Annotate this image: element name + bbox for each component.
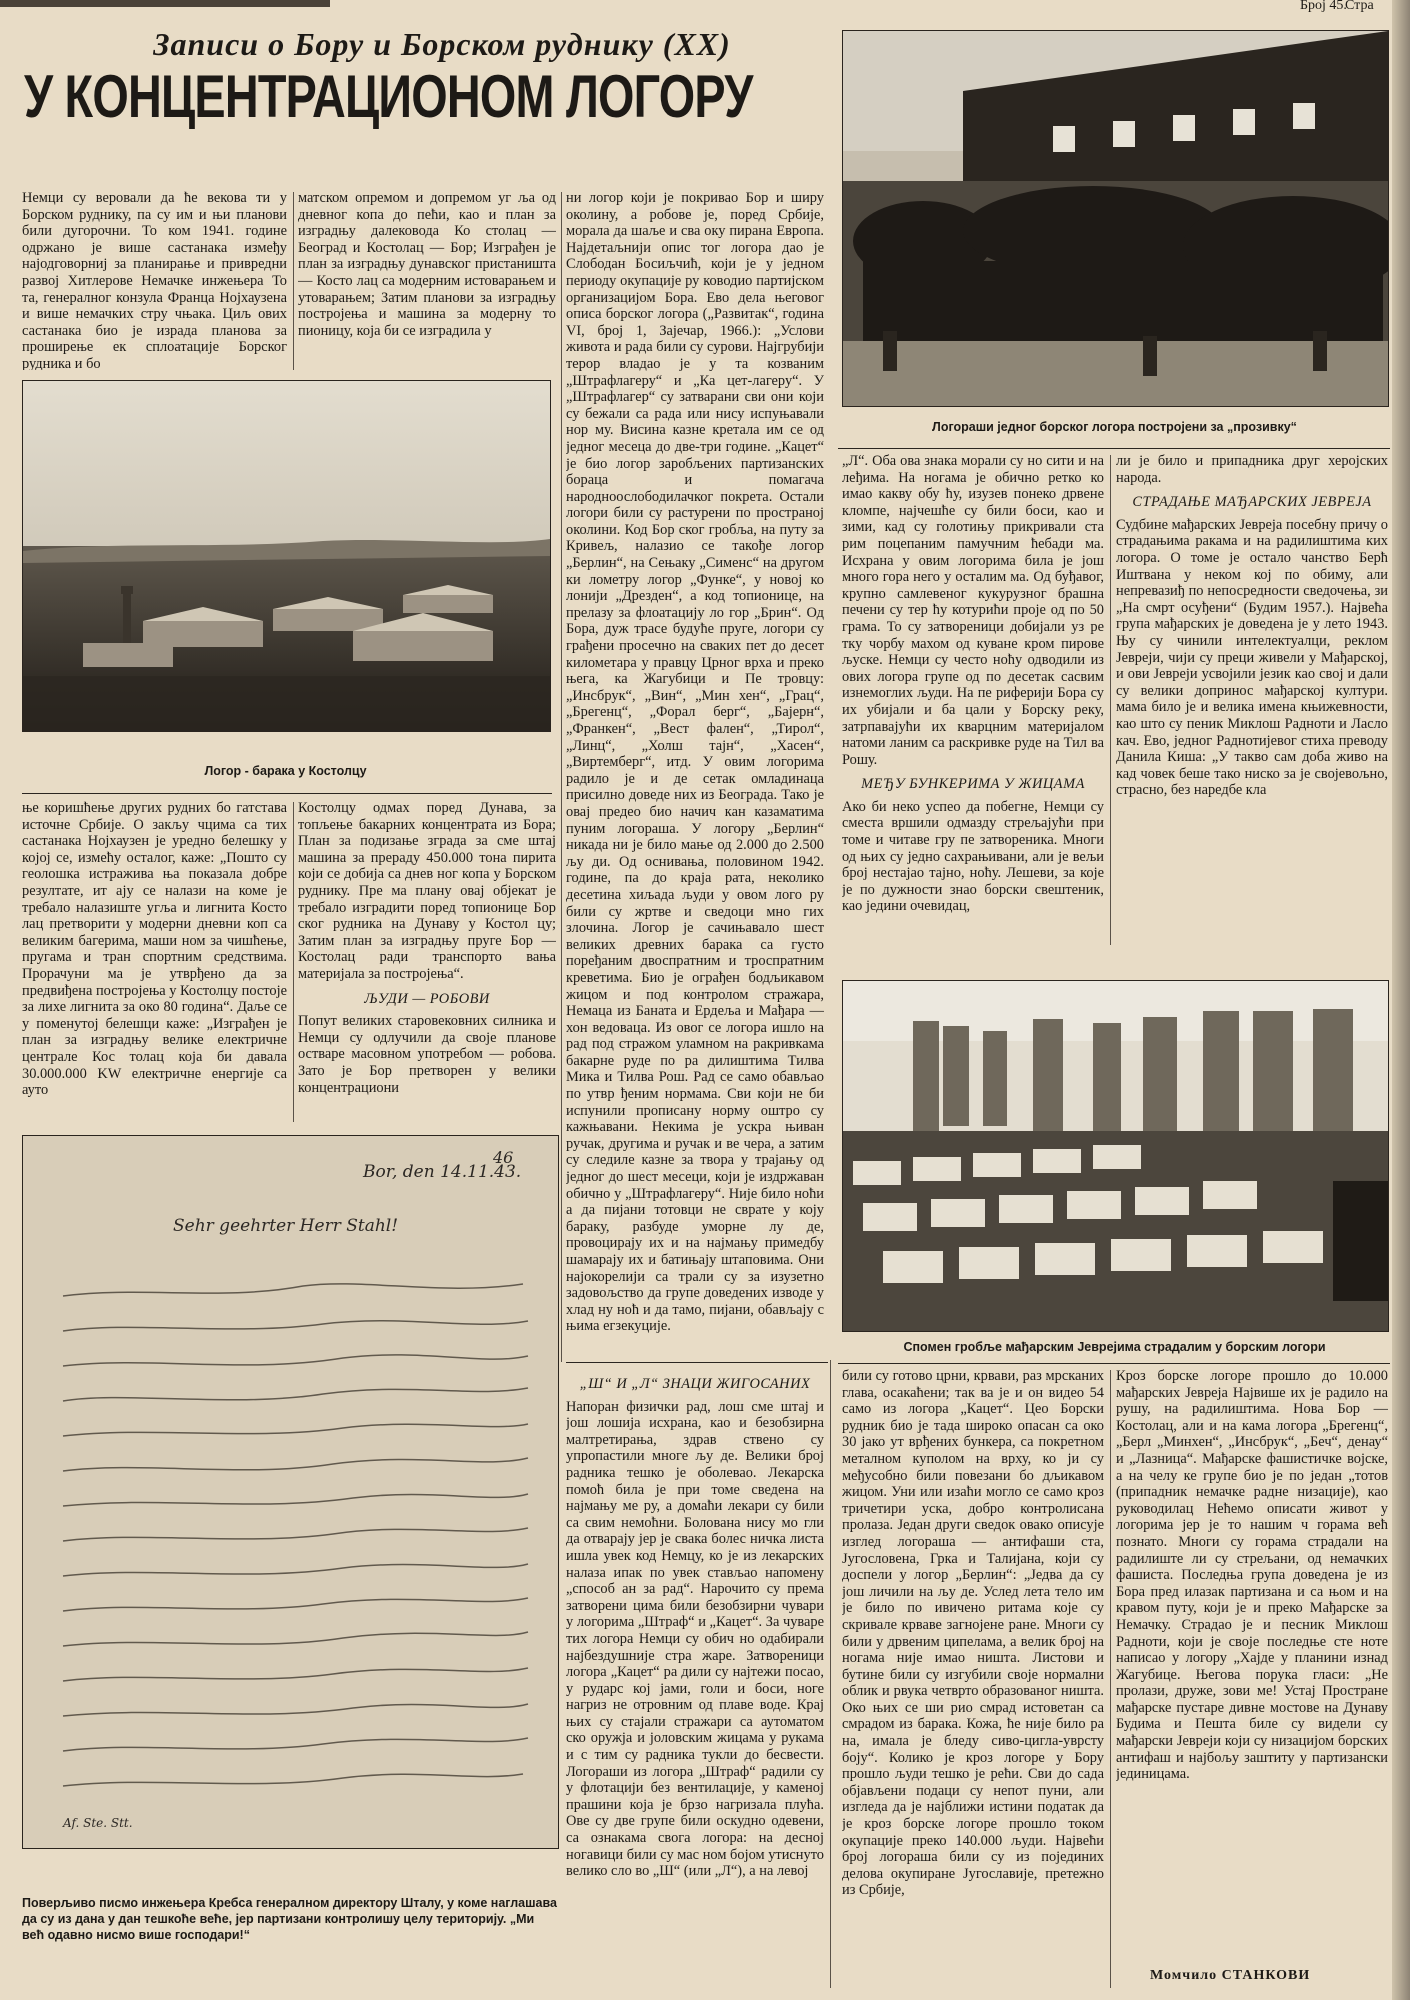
column-3-main: ни логор који је покривао Бор и ширу околину, а робове је, поред Србије, морала да шаље и сва оку пирана Европа. Најдетаљнији опис тог логора дао је Слободан Босиљчић, који је у једном периоду окупације ру ководио партијском организацијом Бора. Ево дела његовог описа борског логора („Развитак“, година VI, број 1, Зајечар, 1966.): „Услови живота и рада били су сурови. Најгрубији терор владао је у та козваним „Штрафлагеру“ и „Ка цет-лагеру“. У „Штрафлагер“ су затварани сви они који су бежали са рада или нису испуњавали нор му. Висина казне кретала им се од једног месеца до две-три године. „Кацет“ је био логор заробљених партизанских бораца и помагача народноослободилачког покрета. Остали логори били су растурени по пространој околини. Код Бор ског гробља, на путу за Кривељ, налазио се такође логор „Берлин“, на Сењаку „Сименс“ на другом ки лометру логор „Функе“, у новој ко лонији „Дрезден“, а код топионице, на прелазу за флоатацију ло гор „Брин“. Од Бора, дуж трасе будуће пруге, логори су грађени просечно на сваких пет до десет километара у правцу Црног врха и преко њега, ка Жагубици и Пе тровцу: „Инсбрук“, „Вин“, „Мин хен“, „Грац“, „Брегенц“, „Форал берг“, „Бајерн“, „Франкен“, „Вест фален“, „Тирол“, „Линц“, „Холш тајн“, „Хасен“, „Виртемберг“, итд. У овим логорима радило је и де сетак омладинаца присилно доведе них из Београда. Тако је овај предео био начич кан казаматима пуним логораша. У логору „Берлин“ никада ни је било мање од 2.000 до 2.500 љу ди. Од оснивања, половином 1942. године, па до краја рата, неколико десетина хиљада људи у овом лого ру били су жртве и сведоци мно гих злочина. Логор је сачињавало шест великих древних барака са густо поређаним двоспратним и троспратним креветима. Био је ограђен бодљикавом жицом и под контролом стражара, Немаца из Баната и Ердеља и Мађара — хон ведоваца. Из овог се логора ишло на рад под стражом уламном на ракривкама бакарне руде по ра дилиштима Тилва Мика и Тилва Рош. Рад се само обављао по утвр ђеним нормама. Сви који не би испунили прописану норму оштро су кажњавани. Некима је ускра њиван ручак, другима и ручак и ве чера, а затим су следиле казне за твора у трајању од једног до шест месеци, који је издржаван обично у „Штрафлагеру“. Није било ноћи а да пијани тотовци не сврате у коју бараку, разбуде уморне лу де, провоцирају их и на најмању примедбу шамарају их и батињају штаповима. Они најокорелији са трали су за изузетно задовољство да групе доведених изводе у хлад ну ноћ и да тамо, пијани, обављају с њима егзекуције. (566, 190, 824, 1335)
section-rule (566, 1362, 828, 1363)
column-divider (1110, 1370, 1111, 1988)
column-2-continued: Костолцу одмах поред Дунава, за топљење бакарних концентрата из Бора; План за подизање зграда за сме штај машина за прераду 450.000 тона пирита који се добија са днев ног копа у Борском руднику. Пре ма плану овај објекат је требало изградити поред топионице Бор ског рудника на Дунаву у Костол цу; Затим план за изградњу пруге Бор — Костолац ради транспорто вања материјала за постројења“. ЉУДИ — РОБОВИ Попут великих старовековних силника и Немци су одлучили да своје планове остваре масовном употребом — робова. Зато је Бор претворен у велики концентрациони (298, 800, 556, 1096)
column-3-lower: „Ш“ И „Л“ ЗНАЦИ ЖИГОСАНИХ Напоран физички рад, лош сме штај и још лошија исхрана, као и безобзирна малтретирања, здрав ствено су упропастили многе љу де. Велики број радника тешко је оболевао. Лекарска помоћ била је при томе сведена на најмању ме ру, а домаћи лекари су били са свим немоћни. Болована нису мо гли да отварају јер је свака болес ничка листа ишла увек код Немцу, ко је из лекарских налаза ипак по увек стављао напомену „способ ан за рад“. Нарочито су према затворени цима били безобзирни чувари у логорима „Штраф“ и „Кацет“. За чуваре тих логора Немци су обич но одабирали најбездушније стра жаре. Затвореници логора „Кацет“ ра дили су најтежи посао, у рударс кој јами, голи и боси, ноге нагриз не отровним од плаве воде. Крај њих су стајали стражари са аутоматом ско оружја и јоловским жицама у рукама и с тим су радника тукли до бесвести. Логораши из логора „Штраф“ радили су у флотацији без вентилације, у каменој прашини која је брзо нагризала плућа. Ове су две групе били оскудно одевени, са ознакама свога логора: на десној ногавици били су мас ном бојом утиснуто велико сло во „Ш“ (или „Л“), а на левој (566, 1376, 824, 1880)
subhead-medju-bunkerima: МЕЂУ БУНКЕРИМА У ЖИЦАМА (861, 776, 1085, 793)
issue-number: Број 45. (1300, 0, 1347, 13)
subhead-stradanje: СТРАДАЊЕ МАЂАРСКИХ ЈЕВРЕЈА (1132, 494, 1372, 511)
krebs-letter-scan (22, 1135, 559, 1849)
column-5-lower: Кроз борске логоре прошло до 10.000 мађарских Јевреја Највише их је радило на рушу, на радилиштима. Нова Бор — Костолац, али и на кама логора „Брегенц“, „Берл „Минхен“, „Инсбрук“, „Беч“, денау“ и „Лазница“. Мађарске фашистичке војске, а на челу ке групе био је по један „тотов (припадник немачке радне низације), као руководилац Нећемо описати живот у логорима јер је то нашим ч горама већ познато. Многи су горама страдали на радилиште ли су стрељани, од немачких фашиста. Последња група доведена је из Бора пред илазак партизана и са њом и на кравом путу, који је и преко Мађарске за Немачку. Страдао је и песник Миклош Радноти, који је своје последње сте ноте написао у логору „Хајде у планини изнад Жагубице. Његова порука гласи: „Не пролази, друже, зови ме! Устај Простране мађарске пустаре дивне мостове на Дунаву Будима и Пешта биле су видели су мађарски Јевреји који су низацијом борских антифаш и најбољу заштиту у партизански јединицама. (1116, 1368, 1388, 1783)
letter-footer-note: Af. Ste. Stt. (63, 1816, 133, 1830)
column-divider (561, 192, 562, 1362)
column-1-continued: ње коришћење других рудних бо гатстава источне Србије. О закљу чцима са тих састанака Нојхаузен је уредно белешку у којој се, измећу осталог, каже: „Пошто су геолошка истражива ња показала добре резултате, ит ају се налази на коме је требало налазиште угља и лигнита Косто лац претворити у модерни дневни коп са великим багерима, маши ном за чишћење, пругама и тран спортним средствима. Прорачуни ма је утврђено да за предвиђена постројења у Костолцу постоје за лихе лигнита за око 80 година“. Даље се у поменутој белешци каже: „Изграђен је план за изградњу велике електричне централе Кос толац која би давала 30.000.000 KW електричне енергије са ауто (22, 800, 287, 1099)
section-rule (22, 793, 552, 794)
column-divider (830, 1360, 831, 1988)
section-rule (838, 1363, 1390, 1364)
prisoners-photo-caption: Логораши једног борског логора постројени за „прозивку“ (932, 420, 1297, 434)
prisoners-rollcall-photo (842, 30, 1389, 407)
column-4-lower: били су готово црни, крвави, раз мрсканих глава, осакаћени; так ва је и он видео 54 само из логора „Кацет“. Цео Борски рудник био је тада широко опасан са око 30 јако ут врђених бункера, са покретном метaлном куполом на врху, ко ји су међусобно били повезани бо дљикавом жицом. Уни или изаћи могло се само кроз тричетири уска, добро контролисана пролаза. Један други сведок овако описује изглед логораша — антифаши ста, Југословена, Грка и Талијана, који су доспели у логор „Берлин“: „Једва да су још личили на љу де. Услед лета тело им је било по ивичено ритама које су скривале крваве загнојене ране. Многи су били у дрвеним ципелама, а велик број на ногама није имао ништа. Листови и бутине били су изгубили своје нормални облик и рвука четврто образованог ништа. Око њих се ши рио смрад истоветан са смрадом из барака. Кожа, ће није било ра на, имала је бледу сиво-цигла-уврсту боју“. Колико је кроз логоре у Бору прошло људи тешко је рећи. Сви до сада објављени подаци су непот пуни, али изгледа да је најближи истини податак да је кроз борске логоре прошло током окупације преко 140.000 људи. Највећи број логораша били су из појединих делова окупиране Југославије, претежно из Србије, (842, 1368, 1104, 1899)
article-headline: У КОНЦЕНТРАЦИОНОМ ЛОГОРУ (24, 63, 753, 130)
masthead-rule (0, 0, 330, 7)
letter-caption: Поверљиво писмо инжењера Кребса генералном директору Шталу, у коме наглашава да су из дана у дан тешкоће веће, јер партизани контролишу целу територију. „Ми већ одавно нисмо више господари!“ (22, 1896, 557, 1942)
column-divider (1110, 455, 1111, 945)
column-4: „Л“. Оба ова знака морали су но сити и на леђима. На ногама је обично ретко ко имао какву обу ћу, изузев понеко дрвене кломпе, најчешће су били боси, као и зими, кад су голотињу прикривали ста рим поцепаним памучним ћебади ма. Исхрана у овим логорима била је још много гора него у осталим ма. Од буђавог, крупно самлевеног кукурузног брашна печени су тер ћу котурићи пројe од по 50 грама. То су затвореници добијали уз ре тку чорбу махом од куване кром пирове љуске. Немци су често ноћу одводили из ових логора групе од по десетак сасвим изнемоглих људи. На пе риферији Бора су их убијали и ба цали у Борску реку, затрпавајући их кварцним материјалом натоми ланим са раскривке руде на Тил ва Рошу. МЕЂУ БУНКЕРИМА У ЖИЦАМА Ако би неко успео да побегне, Немци су сместа вршили одмазду стрељајући при томе и читаве гру пе затвореника. Многи од њих су једно сахрањивани, али је вељи број нестајао тајно, ноћу. Лешеви, за које је по дужности знао борски свештеник, као једини очевидац, (842, 453, 1104, 915)
column-2-intro: матском опремом и допремом уг ља од дневног копа до пећи, као и план за изградњу далековода Ко столац — Београд и Костолац — Бор; Изграђен је план за изградњу дунавског пристаништа — Косто лац са модерним истоварањем и утоварањем; Затим планови за изградњу постројења и машина за модерну то пионицу, која би се изградила у (298, 190, 556, 339)
page-edge-shadow (1392, 0, 1410, 2000)
memorial-photo-caption: Спомен гробље мађарским Јеврејима страдалим у борским логори (903, 1340, 1326, 1354)
kostolac-photo-caption: Логор - барака у Костолцу (204, 764, 367, 778)
section-rule (838, 448, 1390, 449)
kostolac-barracks-photo (22, 380, 551, 732)
subhead-sh-l-znaci: „Ш“ И „Л“ ЗНАЦИ ЖИГОСАНИХ (579, 1376, 811, 1392)
memorial-cemetery-photo (842, 980, 1389, 1332)
article-kicker: Записи о Бору и Борском руднику (XX) (153, 26, 731, 62)
letter-folio: 46 (493, 1148, 514, 1167)
subhead-ljudi-robovi: ЉУДИ — РОБОВИ (364, 990, 490, 1007)
letter-salutation: Sehr geehrter Herr Stahl! (173, 1216, 399, 1236)
author-signature: Момчило СТАНКОВИ (1150, 1968, 1311, 1983)
letter-dateline: Bor, den 14.11.43. (363, 1162, 522, 1182)
column-divider (293, 802, 294, 1122)
column-1-intro: Немци су веровали да ће векова ти у Борском руднику, па су им и њи планови били дугорочни. То ком 1941. године одржано је више састанака између најодговорниј за планирање и привредни развој Хитлерове Немачке инжењера То та, генералног конзула Франца Нојхаузена и више немачких стру чњака. Циљ ових састанака био је израда планова за проширење ек сплоатације Борског рудника и бо (22, 190, 287, 370)
column-5: ли је било и припадника друг херојских народа. СТРАДАЊЕ МАЂАРСКИХ ЈЕВРЕЈА Судбине мађарских Јевреја посебну причу о страдањима ракама и на радилиштима ких логора. О томе је остало чанство Берћ Иштвана у неком кој по обиму, али непревазиђ по непосредности сведочења, зи „На смрт осуђени“ (Будим 1957.). Највећа група мађарских је доведена је у лето 1943. Њу су чинили интелектуалци, реклом Јевреји, чији су преци живели у Мађарској, и ови Јевреји усвојили језик као свој и дали су велики допринос мађарској култури. мама било је и велика имена књижевности, као што су пеник Миклош Радноти и Ласло кач. Ево, једног Раднотијевог стиха преводу Данила Киша: „У такво сам доба живо на кад човек беше тако ниско за је својевољно, страсно, без наредбе кла (1116, 453, 1388, 799)
page-label: Стра (1345, 0, 1374, 13)
column-divider (293, 192, 294, 370)
